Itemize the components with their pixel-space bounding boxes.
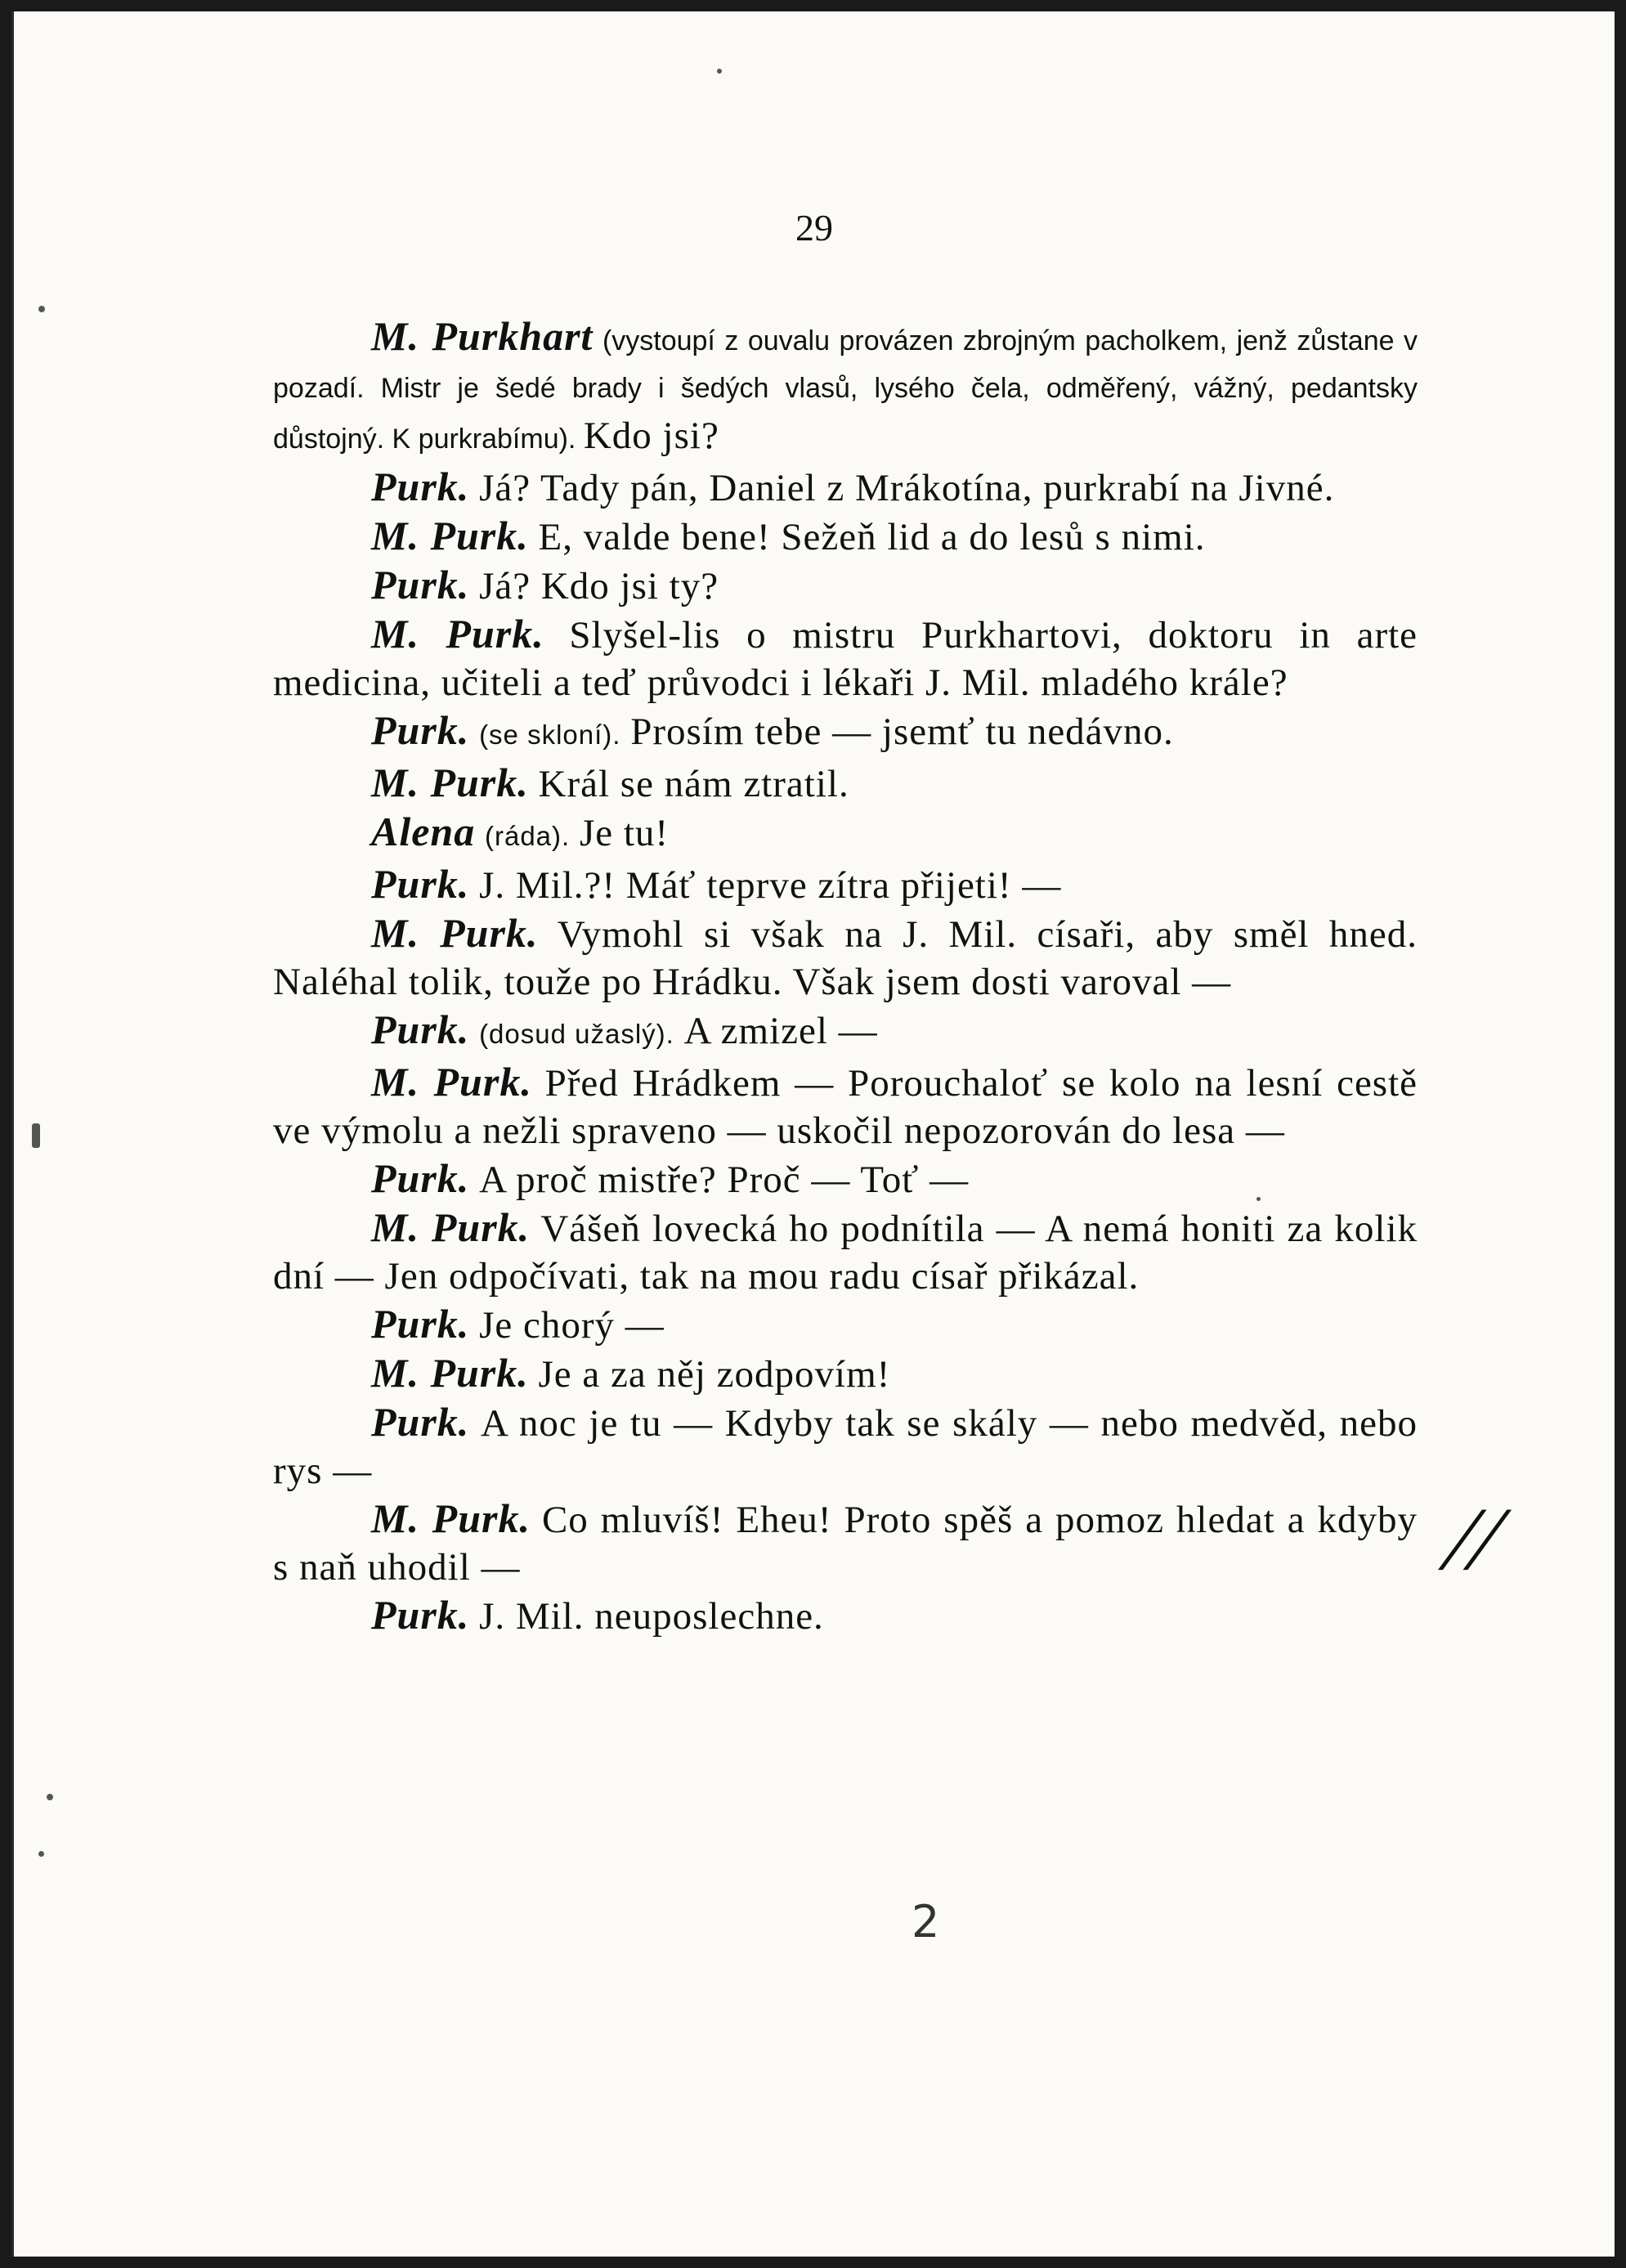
speaker-name: Purk. [371, 1301, 470, 1347]
speaker-name: Purk. [371, 1006, 470, 1052]
speaker-name: M. Purk. [371, 1495, 531, 1541]
dialogue-text: Před Hrádkem — Porouchaloť se kolo na lesní cestě ve výmolu a nežli spraveno — uskočil nepozorován do lesa — [273, 1062, 1418, 1152]
dialogue-line [273, 1154, 1418, 1203]
ink-speck [32, 1123, 40, 1148]
speaker-name: Purk. [371, 1155, 470, 1201]
dialogue-line [273, 1300, 1418, 1349]
dialogue-line [273, 463, 1418, 512]
dialogue-text: A proč mistře? Proč — Toť — [479, 1159, 970, 1201]
stage-direction: (se skloní). [479, 719, 621, 750]
dialogue-text: Já? Kdo jsi ty? [479, 565, 719, 607]
dialogue-line [273, 1006, 1418, 1058]
dialogue-line [273, 512, 1418, 561]
dialogue-line [273, 1349, 1418, 1398]
speaker-name: Purk. [371, 1399, 470, 1445]
speaker-name: Alena [371, 809, 476, 854]
dialogue-line [273, 759, 1418, 808]
dialogue-text: Slyšel-lis o mistru Purkhartovi, doktoru in arte medicina, učiteli a teď průvodci i lékaři J. Mil. mladého krále? [273, 614, 1418, 704]
page-number: 29 [795, 207, 833, 249]
dialogue-text: Je chorý — [479, 1304, 665, 1347]
dialogue-line [273, 561, 1418, 610]
speaker-name: Purk. [371, 464, 470, 509]
speaker-name: M. Purk. [371, 760, 529, 805]
intro-paragraph [273, 312, 1418, 463]
dialogue-text: J. Mil.?! Máť teprve zítra přijeti! — [479, 864, 1062, 907]
dialogue-text: Vymohl si však na J. Mil. císaři, aby směl hned. Naléhal tolik, touže po Hrádku. Však jsem dosti varoval — [273, 913, 1418, 1003]
book-page [11, 11, 1615, 2257]
speaker-name: M. Purk. [371, 1059, 532, 1105]
ink-speck [38, 306, 45, 312]
ink-speck [717, 69, 722, 74]
dialogue-text: Je a za něj zodpovím! [538, 1353, 891, 1396]
dialogue-text: A noc je tu — Kdyby tak se skály — nebo medvěd, nebo rys — [273, 1402, 1418, 1492]
dialogue-line [273, 1203, 1418, 1300]
dialogue-text: Co mluvíš! Eheu! Proto spěš a pomoz hledat a kdyby s naň uhodil — [273, 1499, 1418, 1589]
stage-direction: (ráda). [485, 821, 571, 851]
speaker-name: M. Purk. [371, 513, 529, 558]
dialogue-text: Je tu! [579, 812, 670, 854]
speaker-name: Purk. [371, 707, 470, 753]
stage-direction: (dosud užaslý). [479, 1019, 674, 1049]
dialogue-text: Král se nám ztratil. [538, 763, 849, 805]
dialogue-line [273, 706, 1418, 759]
dialogue-lines [273, 463, 1418, 1640]
dialogue-text: A zmizel — [683, 1010, 878, 1052]
margin-mark: // [1438, 1489, 1510, 1589]
dialogue-line [273, 1591, 1418, 1640]
dialogue-line [273, 1495, 1418, 1591]
ink-speck [38, 1851, 44, 1857]
speaker-name: Purk. [371, 562, 470, 607]
dialogue-line [273, 1398, 1418, 1495]
dialogue-line [273, 1058, 1418, 1154]
dialogue-text: Kdo jsi? [583, 415, 719, 457]
play-text [273, 312, 1418, 1640]
dialogue-line [273, 610, 1418, 706]
dialogue-text: E, valde bene! Sežeň lid a do lesů s nimi. [538, 516, 1206, 558]
dialogue-line [273, 808, 1418, 860]
speaker-name: M. Purk. [371, 611, 544, 657]
stage-direction: (vystoupí z ouvalu provázen zbrojným pacholkem, jenž zůstane v pozadí. Mistr je šedé brady i šedých vlasů, lysého čela, odměřený, vážný, pedantsky důstojný. K purkrabímu). [273, 325, 1418, 455]
speaker-name: M. Purk. [371, 1204, 531, 1250]
speaker-name: Purk. [371, 861, 470, 907]
speaker-name: M. Purkhart [371, 313, 594, 359]
dialogue-text: J. Mil. neuposlechne. [479, 1595, 824, 1638]
speaker-name: Purk. [371, 1592, 470, 1638]
dialogue-text: Vášeň lovecká ho podnítila — A nemá honiti za kolik dní — Jen odpočívati, tak na mou radu císař přikázal. [273, 1208, 1418, 1298]
dialogue-text: Prosím tebe — jsemť tu nedávno. [630, 710, 1174, 753]
dialogue-line [273, 909, 1418, 1006]
dialogue-text: Já? Tady pán, Daniel z Mrákotína, purkrabí na Jivné. [479, 467, 1335, 509]
ink-speck [47, 1794, 53, 1800]
pencil-mark: 2 [912, 1896, 940, 1948]
speaker-name: M. Purk. [371, 910, 539, 956]
speaker-name: M. Purk. [371, 1350, 529, 1396]
dialogue-line [273, 860, 1418, 909]
ink-speck [1256, 1197, 1261, 1201]
